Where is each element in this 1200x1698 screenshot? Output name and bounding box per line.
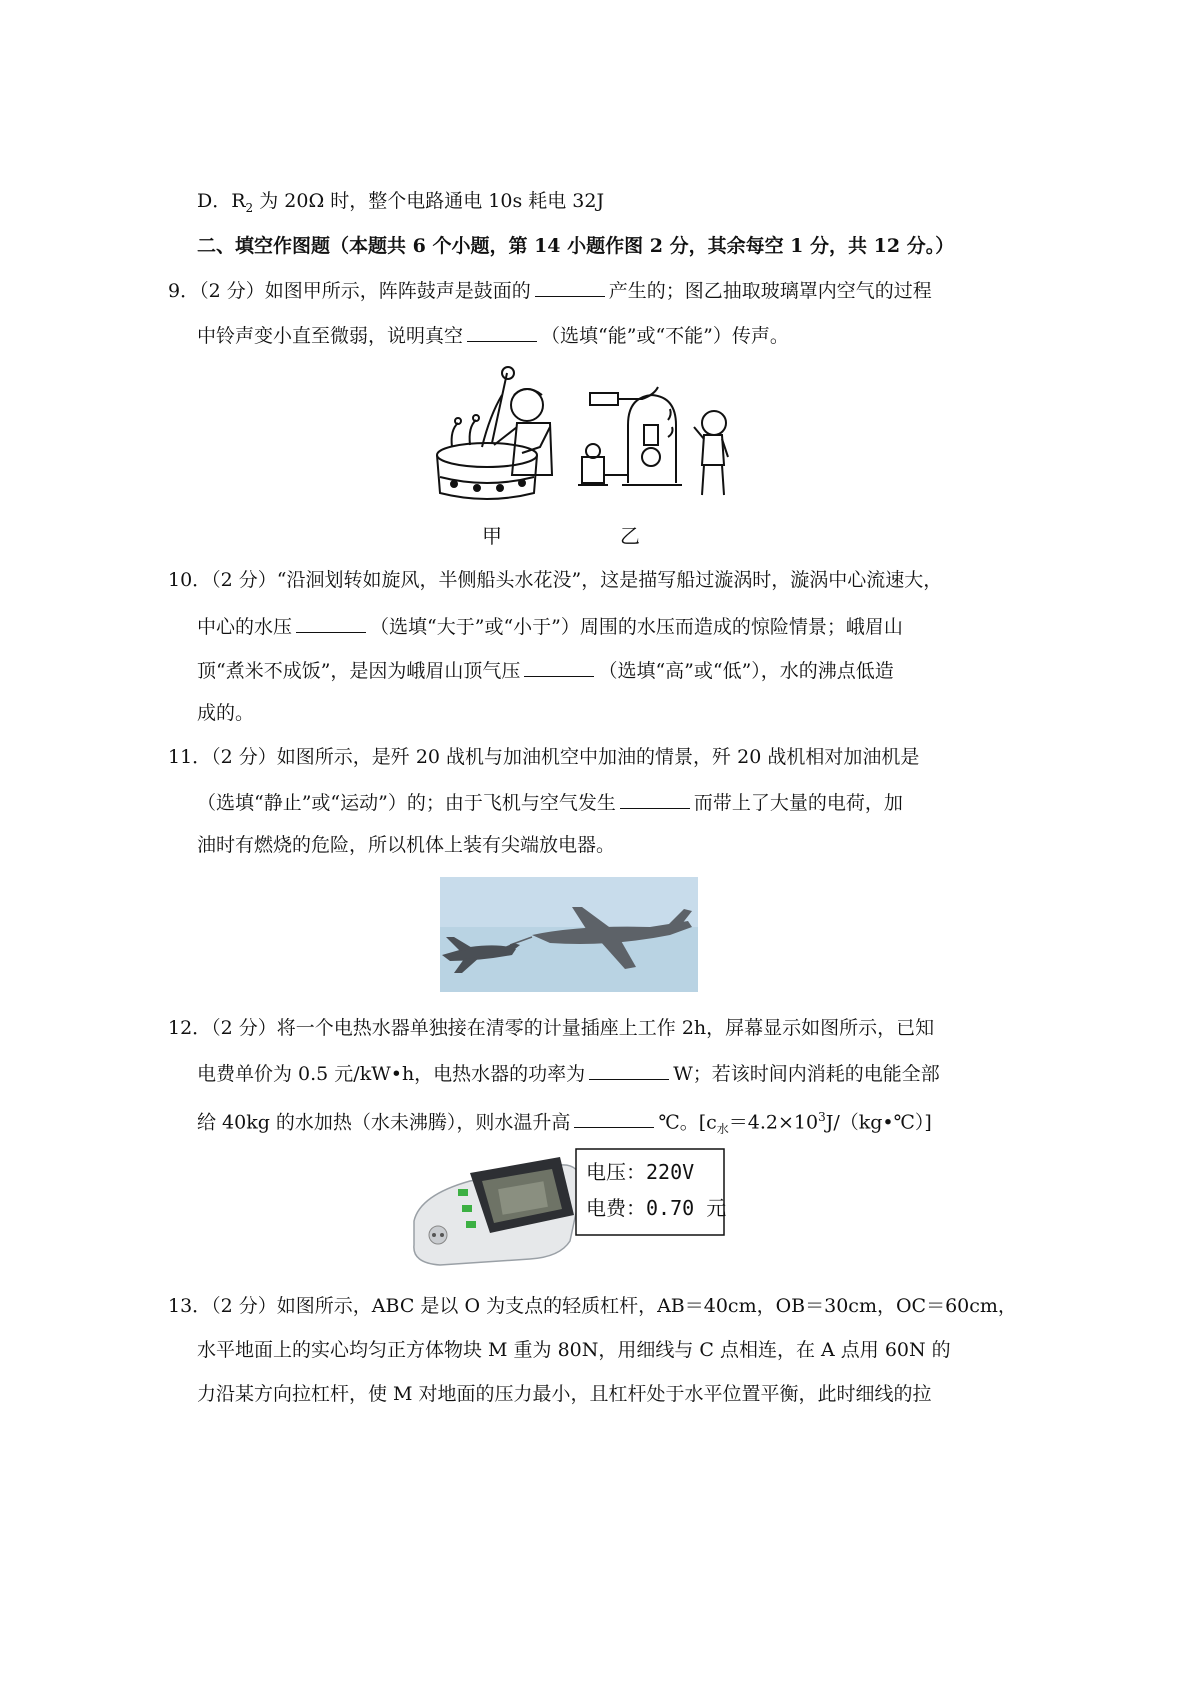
q10-line-3: 顶“煮米不成饭”，是因为峨眉山顶气压 （选填“高”或“低”），水的沸点低造 xyxy=(197,656,894,684)
metering-socket-figure xyxy=(410,1145,730,1270)
q10-line-1: 10．（2 分）“沿洄划转如旋风，半侧船头水花没”，这是描写船过漩涡时，漩涡中心流速大， xyxy=(168,569,943,591)
bell-jar-illustration xyxy=(578,387,728,495)
q13-line-3: 力沿某方向拉杠杆，使 M 对地面的压力最小，且杠杆处于水平位置平衡，此时细线的拉 xyxy=(197,1383,932,1405)
meter-voltage-text: 电压：220V xyxy=(586,1160,695,1184)
q12-line-1: 12．（2 分）将一个电热水器单独接在清零的计量插座上工作 2h，屏幕显示如图所示，已知 xyxy=(168,1017,935,1039)
q10-blank-2[interactable] xyxy=(524,656,594,677)
refueling-aircraft-photo xyxy=(440,877,698,992)
q11-line-2: （选填“静止”或“运动”）的；由于飞机与空气发生 而带上了大量的电荷，加 xyxy=(197,788,903,816)
q8-option-d: D．$R_2$ 为 20Ω 时，整个电路通电 10s 耗电 32J xyxy=(197,190,605,215)
q11-line-3: 油时有燃烧的危险，所以机体上装有尖端放电器。 xyxy=(197,834,616,856)
q12-line-2: 电费单价为 0.5 元/kW•h，电热水器的功率为 W；若该时间内消耗的电能全部 xyxy=(197,1059,940,1087)
metering-socket-device xyxy=(414,1157,582,1265)
q10-line-2: 中心的水压 （选填“大于”或“小于”）周围的水压而造成的惊险情景；峨眉山 xyxy=(197,612,903,640)
figure-caption-jia: 甲 xyxy=(482,524,502,548)
q12-line-3: 给 40kg 的水加热（水未沸腾），则水温升高 ℃。$[c_水=4.2\times 10^3J/(kg•℃)]$ xyxy=(197,1104,932,1142)
q9-line-2: 中铃声变小直至微弱，说明真空 （选填“能”或“不能”）传声。 xyxy=(197,321,789,349)
q13-line-1: 13．（2 分）如图所示，ABC 是以 O 为支点的轻质杠杆，AB＝40cm，OB＝30cm，OC＝60cm， xyxy=(168,1295,1017,1317)
drum-bell-jar-figure xyxy=(432,365,732,505)
q12-blank-2[interactable] xyxy=(574,1107,654,1128)
q11-blank-1[interactable] xyxy=(620,788,690,809)
q10-blank-1[interactable] xyxy=(296,612,366,633)
meter-fee-text: 电费：0.70 元 xyxy=(586,1196,727,1220)
q12-blank-1[interactable] xyxy=(589,1059,669,1080)
q9-blank-1[interactable] xyxy=(535,276,605,297)
section-heading: 二、填空作图题（本题共 6 个小题，第 14 小题作图 2 分，其余每空 1 分，共 12 分。） xyxy=(197,235,955,257)
q9-blank-2[interactable] xyxy=(467,321,537,342)
q11-line-1: 11．（2 分）如图所示，是歼 20 战机与加油机空中加油的情景，歼 20 战机相对加油机是 xyxy=(168,746,920,768)
figure-caption-yi: 乙 xyxy=(620,524,640,548)
drum-illustration xyxy=(437,367,552,499)
q13-line-2: 水平地面上的实心均匀正方体物块 M 重为 80N，用细线与 C 点相连，在 A 点用 60N 的 xyxy=(197,1339,951,1361)
q9-line-1: 9．（2 分）如图甲所示，阵阵鼓声是鼓面的 产生的；图乙抽取玻璃罩内空气的过程 xyxy=(168,276,932,304)
q10-line-4: 成的。 xyxy=(197,702,255,724)
